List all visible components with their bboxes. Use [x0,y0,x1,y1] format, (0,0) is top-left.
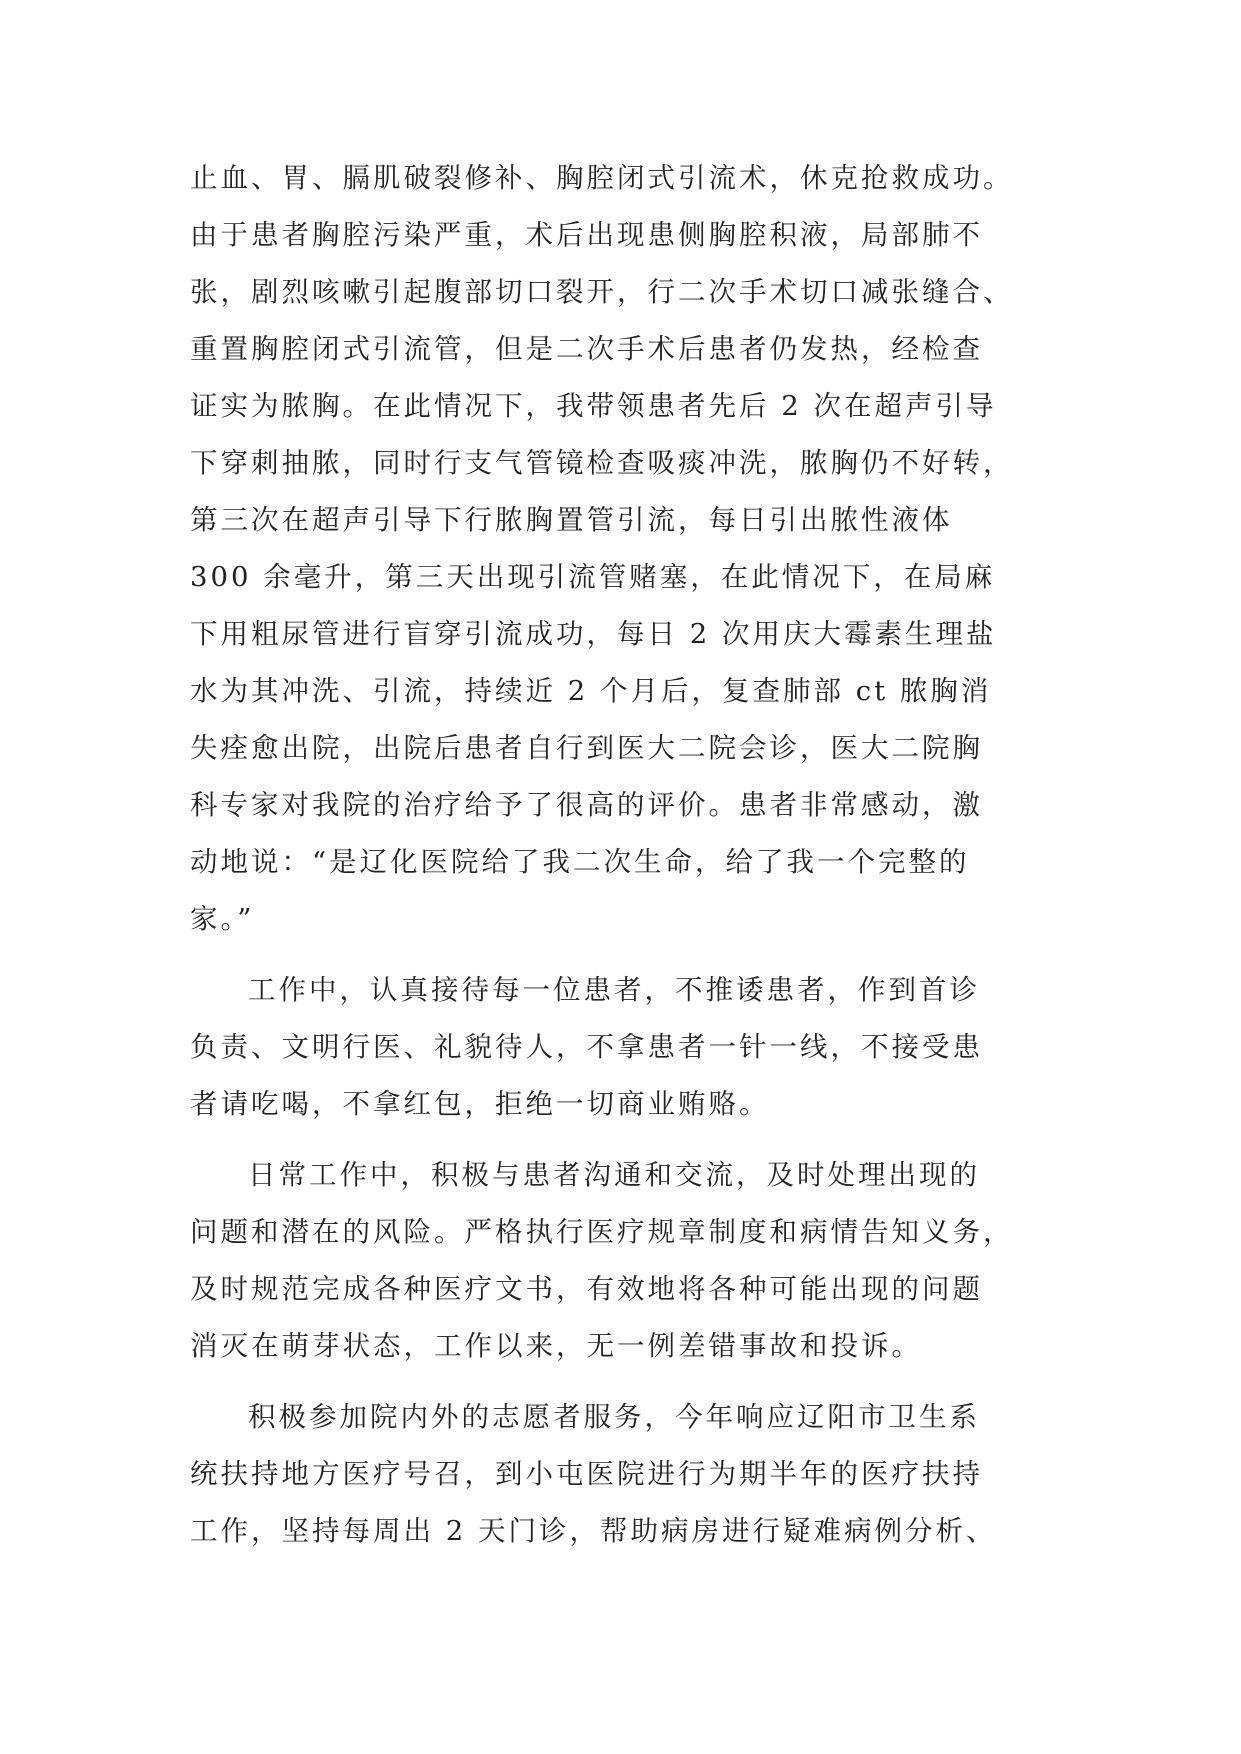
text-line: 家。” [190,903,255,935]
text-line: 水为其冲洗、引流，持续近 2 个月后，复查肺部 ct 脓胸消 [190,675,992,707]
text-line: 由于患者胸腔污染严重，术后出现患侧胸腔积液，局部肺不 [190,219,983,251]
text-line: 动地说：“是辽化医院给了我二次生命，给了我一个完整的 [190,846,970,878]
paragraph [190,150,1070,948]
text-line: 问题和潜在的风险。严格执行医疗规章制度和病情告知义务， [190,1216,1014,1248]
text-line: 负责、文明行医、礼貌待人，不拿患者一针一线，不接受患 [190,1031,983,1063]
text-line: 及时规范完成各种医疗文书，有效地将各种可能出现的问题 [190,1273,983,1305]
text-line: 工作中，认真接待每一位患者，不推诿患者，作到首诊 [248,974,980,1006]
text-line: 工作，坚持每周出 2 天门诊，帮助病房进行疑难病例分析、 [190,1515,997,1547]
text-line: 张，剧烈咳嗽引起腹部切口裂开，行二次手术切口减张缝合、 [190,276,1014,308]
text-line: 日常工作中，积极与患者沟通和交流，及时处理出现的 [248,1159,980,1191]
text-line: 300 余毫升，第三天出现引流管赌塞，在此情况下，在局麻 [190,561,996,593]
text-line: 消灭在萌芽状态，工作以来，无一例差错事故和投诉。 [190,1330,922,1362]
paragraph [190,962,1070,1133]
text-line: 积极参加院内外的志愿者服务，今年响应辽阳市卫生系 [248,1401,980,1433]
text-line: 下穿刺抽脓，同时行支气管镜检查吸痰冲洗，脓胸仍不好转， [190,447,1014,479]
text-line: 证实为脓胸。在此情况下，我带领患者先后 2 次在超声引导 [190,390,997,422]
text-line: 失痊愈出院，出院后患者自行到医大二院会诊，医大二院胸 [190,732,983,764]
paragraph [190,1147,1070,1375]
text-line: 重置胸腔闭式引流管，但是二次手术后患者仍发热，经检查 [190,333,983,365]
text-line: 科专家对我院的治疗给予了很高的评价。患者非常感动，激 [190,789,983,821]
text-line: 第三次在超声引导下行脓胸置管引流，每日引出脓性液体 [190,504,953,536]
text-line: 下用粗尿管进行盲穿引流成功，每日 2 次用庆大霉素生理盐 [190,618,997,650]
text-line: 者请吃喝，不拿红包，拒绝一切商业贿赂。 [190,1088,770,1120]
text-line: 止血、胃、膈肌破裂修补、胸腔闭式引流术，休克抢救成功。 [190,162,1014,194]
text-line: 统扶持地方医疗号召，到小屯医院进行为期半年的医疗扶持 [190,1458,983,1490]
document-body [190,150,1070,1560]
paragraph [190,1389,1070,1560]
